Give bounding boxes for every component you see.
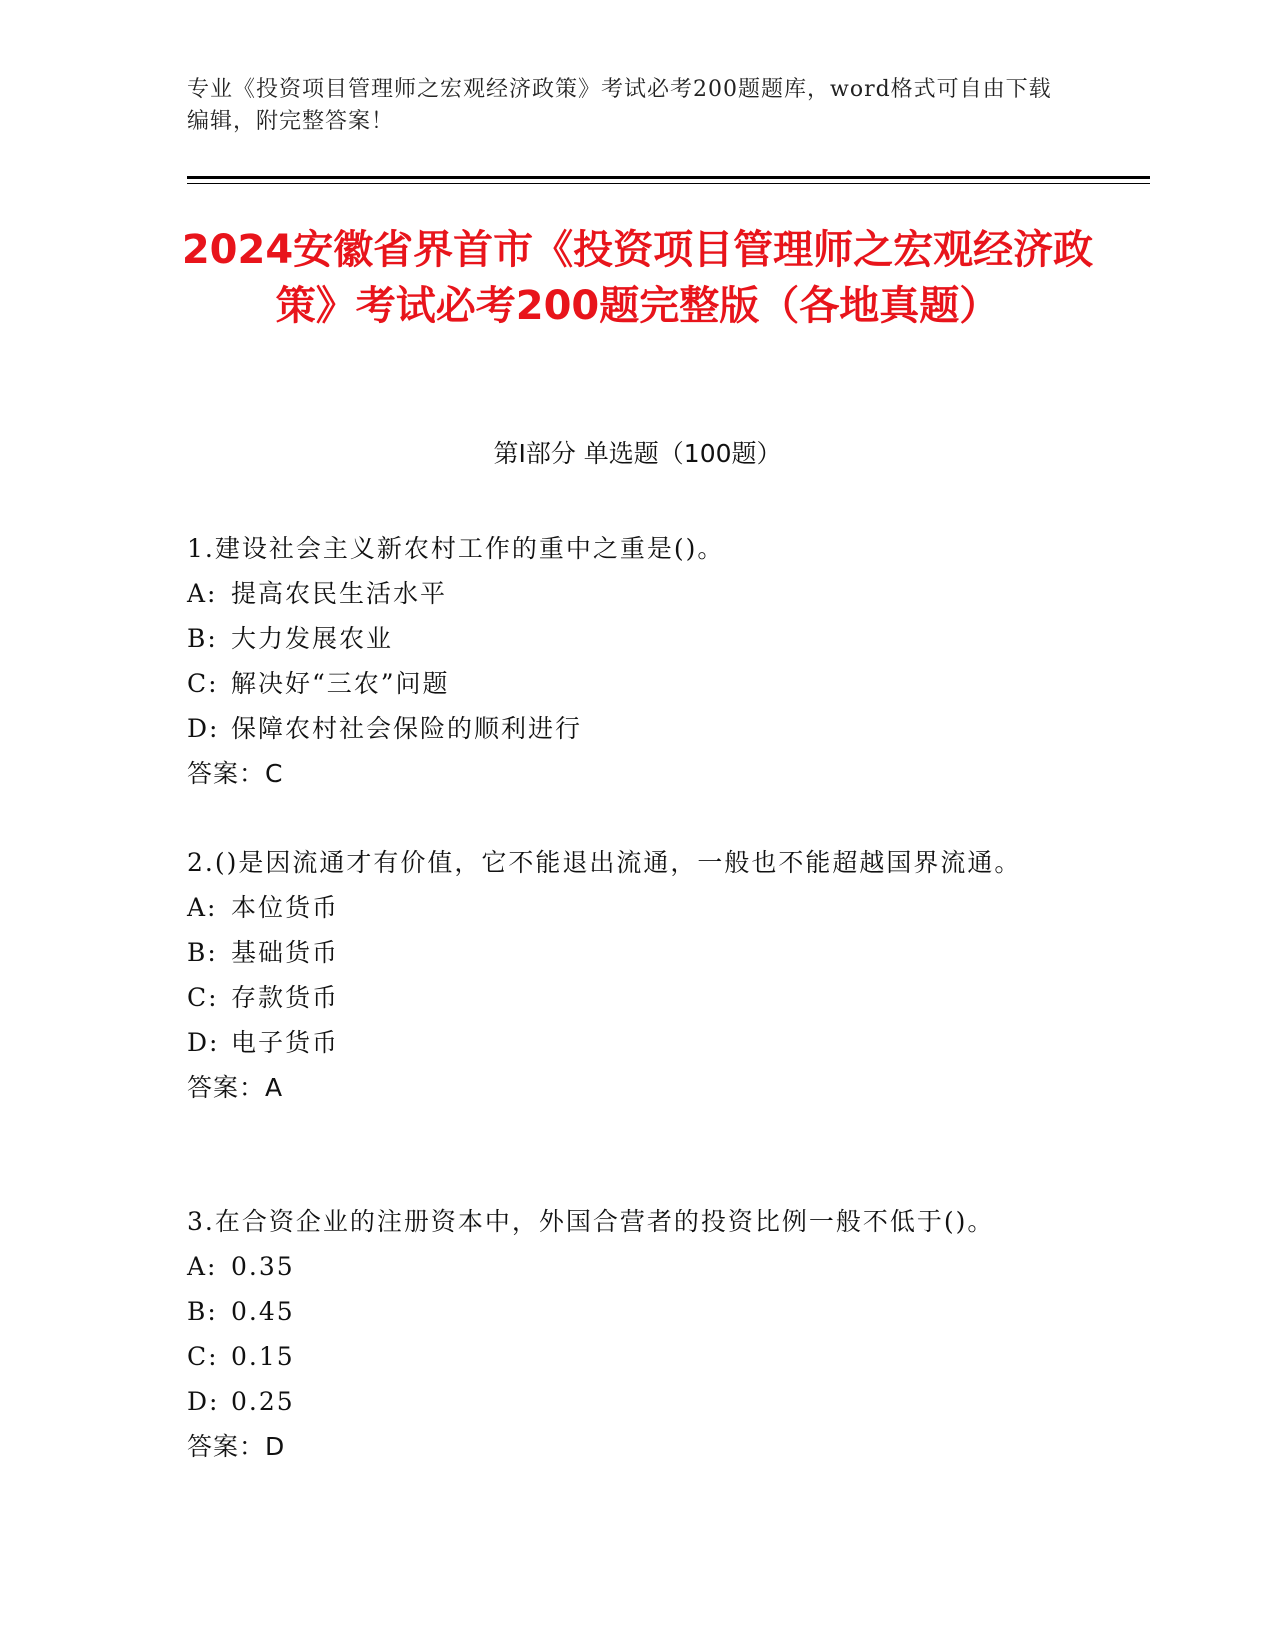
answer-line: 答案：C bbox=[187, 759, 284, 788]
question-2 bbox=[187, 840, 1067, 1110]
option-key: D: bbox=[187, 1028, 220, 1057]
option-d bbox=[187, 706, 1067, 751]
option-key: B: bbox=[187, 1297, 218, 1326]
option-key: A: bbox=[187, 1252, 218, 1281]
option-a bbox=[187, 1244, 1067, 1289]
option-key: C: bbox=[187, 1342, 219, 1371]
question-stem: 3.在合资企业的注册资本中，外国合营者的投资比例一般不低于()。 bbox=[187, 1207, 995, 1236]
option-text: 0.35 bbox=[231, 1252, 295, 1281]
option-text: 0.25 bbox=[231, 1387, 295, 1416]
option-b bbox=[187, 930, 1067, 975]
answer-line: 答案：D bbox=[187, 1432, 286, 1461]
question-stem: 1.建设社会主义新农村工作的重中之重是()。 bbox=[187, 534, 725, 563]
option-text: 大力发展农业 bbox=[231, 624, 394, 653]
header-divider-thick bbox=[187, 176, 1150, 179]
option-d bbox=[187, 1020, 1067, 1065]
option-b bbox=[187, 1289, 1067, 1334]
option-a bbox=[187, 571, 1067, 616]
question-3 bbox=[187, 1199, 1067, 1469]
document-title: 2024安徽省界首市《投资项目管理师之宏观经济政策》考试必考200题完整版（各地真题） bbox=[181, 227, 1094, 329]
option-text: 0.15 bbox=[231, 1342, 295, 1371]
option-c bbox=[187, 1334, 1067, 1379]
header-divider-thin bbox=[187, 183, 1150, 184]
option-text: 提高农民生活水平 bbox=[231, 579, 448, 608]
option-a bbox=[187, 885, 1067, 930]
option-b bbox=[187, 616, 1067, 661]
option-text: 保障农村社会保险的顺利进行 bbox=[231, 714, 583, 743]
option-text: 存款货币 bbox=[231, 983, 340, 1012]
question-1 bbox=[187, 526, 1067, 796]
option-key: B: bbox=[187, 624, 218, 653]
option-key: C: bbox=[187, 669, 219, 698]
section-heading: 第Ⅰ部分 单选题（100题） bbox=[493, 439, 782, 468]
option-key: D: bbox=[187, 714, 220, 743]
option-key: B: bbox=[187, 938, 218, 967]
option-c bbox=[187, 661, 1067, 706]
option-key: C: bbox=[187, 983, 219, 1012]
option-text: 0.45 bbox=[231, 1297, 295, 1326]
option-text: 基础货币 bbox=[231, 938, 340, 967]
question-stem: 2.()是因流通才有价值，它不能退出流通，一般也不能超越国界流通。 bbox=[187, 848, 1022, 877]
option-text: 本位货币 bbox=[231, 893, 340, 922]
option-d bbox=[187, 1379, 1067, 1424]
answer-line: 答案：A bbox=[187, 1073, 284, 1102]
option-c bbox=[187, 975, 1067, 1020]
header-note: 专业《投资项目管理师之宏观经济政策》考试必考200题题库，word格式可自由下载编辑，附完整答案！ bbox=[187, 77, 1052, 134]
option-key: D: bbox=[187, 1387, 220, 1416]
option-key: A: bbox=[187, 579, 218, 608]
option-key: A: bbox=[187, 893, 218, 922]
option-text: 电子货币 bbox=[231, 1028, 340, 1057]
option-text: 解决好“三农”问题 bbox=[231, 669, 450, 698]
